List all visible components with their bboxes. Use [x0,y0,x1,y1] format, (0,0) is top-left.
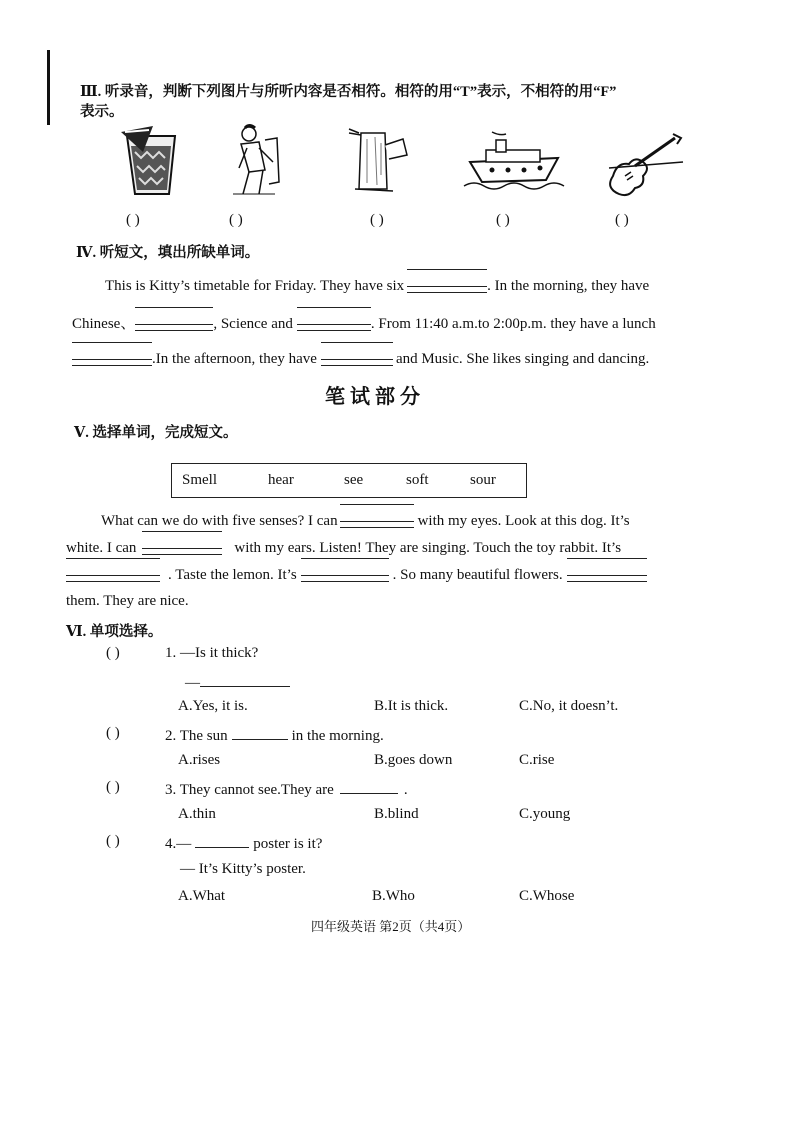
question-2-option-b[interactable]: B.goes down [374,752,453,768]
answer-line[interactable] [340,779,398,794]
blank-input[interactable] [66,565,160,579]
question-3-option-a[interactable]: A.thin [178,806,216,822]
blank-input[interactable] [321,349,393,363]
blank-input[interactable] [340,511,414,525]
section4-line3: .In the afternoon, they have and Music. She likes singing and dancing. [72,349,649,368]
question-3-option-b[interactable]: B.blind [374,806,419,822]
section5-line2: white. I can with my ears. Listen! They are singing. Touch the toy rabbit. It’s [66,540,622,556]
word-bank-box [171,463,527,498]
section5-line4: them. They are nice. [66,593,189,609]
question-1-paren[interactable]: ( ) [106,645,120,661]
page-footer: 四年级英语 第2页（共4页） [311,919,471,934]
cup-icon [113,122,185,200]
answer-paren-3[interactable]: ( ) [370,212,384,228]
question-1-text: 1. —Is it thick? [165,645,259,661]
answer-line[interactable] [232,725,288,740]
blank-input[interactable] [301,565,389,579]
question-4-reply: — It’s Kitty’s poster. [180,861,306,877]
answer-paren-5[interactable]: ( ) [615,212,629,228]
question-1-option-b[interactable]: B.It is thick. [374,698,449,714]
ship-icon [462,128,566,192]
section5-line3: . Taste the lemon. It’s . So many beautiful flowers. [66,565,647,584]
section3-title: Ⅲ. 听录音，判断下列图片与所听内容是否相符。相符的用“T”表示，不相符的用“F” [80,84,617,100]
word-bank-item: soft [406,472,429,488]
question-2-option-a[interactable]: A.rises [178,752,221,768]
tree-trunk-icon [345,125,415,197]
question-1-option-c[interactable]: C.No, it doesn’t. [519,698,619,714]
question-3-text: 3. They cannot see.They are . [165,779,408,799]
section3-title-cont: 表示。 [80,104,124,120]
word-bank-item: hear [268,472,294,488]
section6-title: Ⅵ. 单项选择。 [66,624,163,640]
word-bank-item: sour [470,472,496,488]
blank-input[interactable] [297,314,371,328]
violin-icon [603,132,687,200]
blank-input[interactable] [567,565,647,579]
question-2-paren[interactable]: ( ) [106,725,120,741]
blank-input[interactable] [142,538,222,552]
question-4-text: 4.— poster is it? [165,833,322,853]
question-3-option-c[interactable]: C.young [519,806,571,822]
section4-line2: Chinese、 , Science and . From 11:40 a.m.to 2:00p.m. they have a lunch [72,316,656,332]
binding-margin-line [47,50,50,125]
section4-title: Ⅳ. 听短文，填出所缺单词。 [76,245,260,261]
blank-input[interactable] [135,314,213,328]
answer-paren-4[interactable]: ( ) [496,212,510,228]
question-1-reply: — [185,672,290,692]
question-4-option-a[interactable]: A.What [178,888,226,904]
question-4-option-c[interactable]: C.Whose [519,888,575,904]
answer-paren-2[interactable]: ( ) [229,212,243,228]
question-3-paren[interactable]: ( ) [106,779,120,795]
blank-input[interactable] [72,349,152,363]
question-1-option-a[interactable]: A.Yes, it is. [178,698,248,714]
answer-line[interactable] [200,672,290,687]
written-part-heading: 笔 试 部 分 [325,386,420,408]
question-4-option-b[interactable]: B.Who [372,888,415,904]
section5-line1: What can we do with five senses? I can with my eyes. Look at this dog. It’s [101,513,630,529]
sitting-man-icon [225,122,285,200]
answer-line[interactable] [195,833,249,848]
section4-line1: This is Kitty’s timetable for Friday. They have six . In the morning, they have [105,278,650,294]
question-2-option-c[interactable]: C.rise [519,752,555,768]
question-2-text: 2. The sun in the morning. [165,725,384,745]
blank-input[interactable] [407,276,487,290]
word-bank-item: see [344,472,364,488]
word-bank-item: Smell [182,472,218,488]
question-4-paren[interactable]: ( ) [106,833,120,849]
section5-title: Ⅴ. 选择单词，完成短文。 [74,425,238,441]
answer-paren-1[interactable]: ( ) [126,212,140,228]
